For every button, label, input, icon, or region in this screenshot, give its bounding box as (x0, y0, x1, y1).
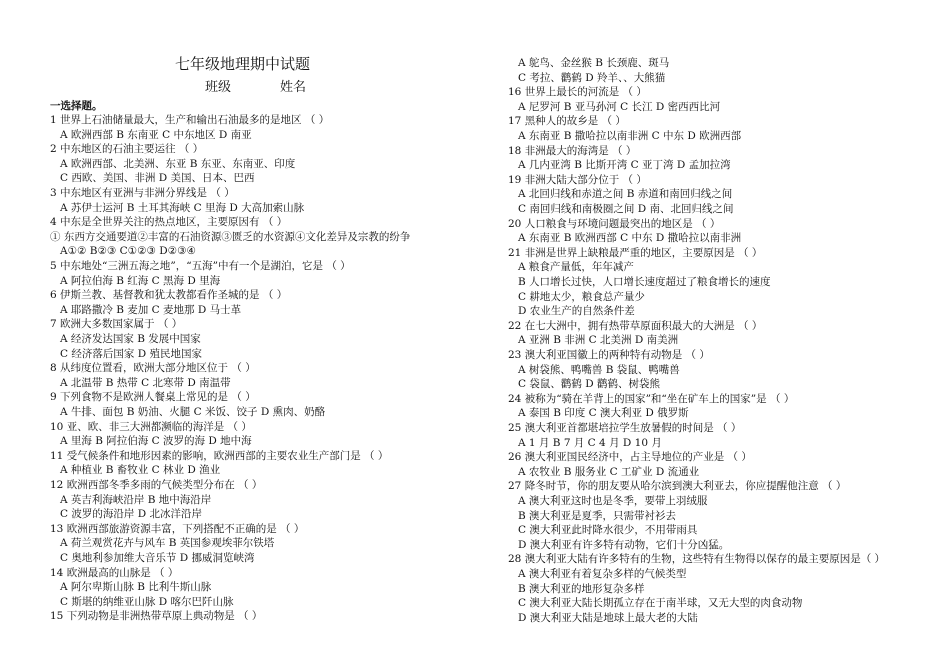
question-stem: 6 伊斯兰教、基督教和犹太教都看作圣城的是 （ ） (50, 289, 288, 302)
question-stem: 5 中东地处“三洲五海之地”，“五海”中有一个是湖泊，它是 （ ） (50, 260, 351, 272)
question-stem: 8 从纬度位置看，欧洲大部分地区位于 （ ） (50, 362, 256, 375)
answer-options: A 耶路撒冷 B 麦加 C 麦地那 D 马士革 (60, 303, 242, 316)
answer-options: C 袋鼠、鹳鹤 D 鹳鹤、树袋熊 (518, 378, 660, 391)
answer-options: A 阿拉伯海 B 红海 C 黑海 D 里海 (60, 274, 221, 287)
answer-options: A 荷兰观赏花卉与风车 B 英国参观埃菲尔铁塔 (60, 537, 275, 550)
answer-options: B 澳大利亚的地形复杂多样 (518, 582, 645, 595)
question-stem: 22 在七大洲中，拥有热带草原面积最大的大洲是 （ ） (508, 319, 763, 332)
answer-options: A 里海 B 阿拉伯海 C 波罗的海 D 地中海 (60, 435, 252, 448)
section-heading: 一选择题。 (50, 100, 103, 112)
class-label: 班级 (205, 80, 232, 95)
answer-options: D 农业生产的自然条件差 (518, 305, 635, 318)
answer-options: A 经济发达国家 B 发展中国家 (60, 333, 201, 345)
answer-options: A 1 月 B 7 月 C 4 月 D 10 月 (518, 436, 662, 449)
answer-options: C 南回归线和南极圈之间 D 南、北回归线之间 (518, 203, 734, 215)
answer-options: A 阿尔卑斯山脉 B 比利牛斯山脉 (60, 581, 212, 594)
question-stem: 10 亚、欧、非三大洲都濒临的海洋是 （ ） (50, 420, 252, 433)
question-stem: 21 非洲是世界上缺粮最严重的地区，主要原因是 （ ） (508, 246, 763, 259)
question-stem: 15 下列动物是非洲热带草原上典动物是 （ ） (50, 610, 263, 623)
answer-options: A 农牧业 B 服务业 C 工矿业 D 流通业 (518, 465, 700, 478)
question-stem: 24 被称为“骑在羊背上的国家”和“坐在矿车上的国家”是 （ ） (508, 392, 795, 405)
answer-options: A①② B②③ C①②③ D②③④ (60, 245, 196, 258)
answer-options: A 澳大利亚有着复杂多样的气候类型 (518, 568, 687, 580)
question-stem: 17 黑种人的故乡是 （ ） (508, 115, 626, 128)
question-stem: 3 中东地区有亚洲与非洲分界线是 （ ） (50, 187, 235, 199)
answer-options: D 澳大利亚大陆是地球上最大老的大陆 (518, 611, 698, 624)
answer-options: A 亚洲 B 非洲 C 北美洲 D 南美洲 (518, 334, 679, 347)
answer-options: C 经济落后国家 D 殖民地国家 (60, 347, 202, 360)
answer-options: C 斯堪的纳维亚山脉 D 喀尔巴阡山脉 (60, 595, 234, 608)
answer-options: A 种植业 B 畜牧业 C 林业 D 渔业 (60, 464, 221, 477)
name-label: 姓名 (280, 80, 307, 95)
question-stem: 16 世界上最长的河流是 （ ） (508, 86, 647, 99)
answer-options: A 鸵鸟、金丝猴 B 长颈鹿、斑马 (518, 57, 670, 69)
answer-options: A 树袋熊、鸭嘴兽 B 袋鼠、鸭嘴兽 (518, 363, 680, 376)
question-stem: 20 人口粮食与环境问题最突出的地区是 （ ） (508, 217, 721, 230)
answer-options: C 西欧、美国、非洲 D 美国、日本、巴西 (60, 172, 255, 185)
question-stem: 28 澳大利亚大陆有许多特有的生物，这些特有生物得以保存的最主要原因是（ ） (508, 553, 886, 566)
answer-options: A 北温带 B 热带 C 北寒带 D 南温带 (60, 376, 231, 389)
answer-options: C 澳大利亚此时降水很少，不用带雨具 (518, 524, 698, 537)
question-stem: 23 澳大利亚国徽上的两种特有动物是 （ ） (508, 349, 710, 361)
answer-options: A 泰国 B 印度 C 澳大利亚 D 俄罗斯 (518, 407, 689, 420)
question-stem: 2 中东地区的石油主要运往 （ ） (50, 143, 204, 156)
question-stem: 18 非洲最大的海湾是 （ ） (508, 144, 637, 157)
answer-options: D 澳大利亚有许多特有动物，它们十分凶猛。 (518, 538, 730, 551)
answer-options: A 东南亚 B 欧洲西部 C 中东 D 撒哈拉以南非洲 (518, 232, 742, 245)
question-stem: 12 欧洲西部冬季多雨的气候类型分布在 （ ） (50, 479, 263, 491)
question-stem: 11 受气候条件和地形因素的影响，欧洲西部的主要农业生产部门是 （ ） (50, 449, 389, 462)
answer-options: A 欧洲西部、北美洲、东亚 B 东亚、东南亚、印度 (60, 157, 296, 170)
answer-options: A 欧洲西部 B 东南亚 C 中东地区 D 南亚 (60, 128, 252, 141)
question-stem: 27 降冬时节，你的朋友要从哈尔滨到澳大利亚去，你应提醒他注意 （ ） (508, 480, 847, 493)
answer-options: A 苏伊士运河 B 土耳其海峡 C 里海 D 大高加索山脉 (60, 201, 305, 214)
answer-options: B 人口增长过快，人口增长速度超过了粮食增长的速度 (518, 276, 771, 288)
question-stem: 25 澳大利亚首都堪培拉学生放暑假的时间是 （ ） (508, 422, 742, 434)
answer-options: A 尼罗河 B 亚马孙河 C 长江 D 密西西比河 (518, 100, 721, 113)
answer-options: C 考拉、鹳鹤 D 羚羊、、大熊猫 (518, 71, 666, 84)
question-stem: 13 欧洲西部旅游资源丰富，下列搭配不正确的是 （ ） (50, 522, 305, 535)
exam-title: 七年级地理期中试题 (175, 55, 311, 73)
answer-options: C 澳大利亚大陆长期孤立存在于南半球，又无大型的肉食动物 (518, 597, 803, 610)
answer-options: C 波罗的海沿岸 D 北冰洋沿岸 (60, 508, 202, 521)
answer-options: C 奥地利参加维大音乐节 D 挪威洞览峡湾 (60, 552, 255, 564)
question-stem: 4 中东是全世界关注的热点地区，主要原因有 （ ） (50, 216, 288, 229)
answer-options: A 英吉利海峡沿岸 B 地中海沿岸 (60, 493, 212, 506)
question-stem: 19 非洲大陆大部分位于 （ ） (508, 173, 647, 186)
answer-options: A 北回归线和赤道之间 B 赤道和南回归线之间 (518, 188, 733, 201)
answer-options: A 牛排、面包 B 奶油、火腿 C 米饭、饺子 D 熏肉、奶酪 (60, 406, 326, 418)
question-stem: 26 澳大利亚国民经济中，占主导地位的产业是 （ ） (508, 451, 752, 464)
answer-options: C 耕地太少，粮食总产量少 (518, 290, 645, 303)
answer-options: B 澳大利亚是夏季，只需带衬衫去 (518, 509, 677, 522)
question-stem: 9 下列食物不是欧洲人餐桌上常见的是 （ ） (50, 391, 256, 404)
answer-options: A 几内亚湾 B 比斯开湾 C 亚丁湾 D 孟加拉湾 (518, 159, 731, 172)
answer-options: A 东南亚 B 撒哈拉以南非洲 C 中东 D 欧洲西部 (518, 130, 742, 142)
answer-options: A 澳大利亚这时也是冬季，要带上羽绒服 (518, 495, 708, 507)
question-stem: 1 世界上石油储量最大，生产和输出石油最多的是地区 （ ） (50, 114, 330, 126)
answer-options: A 粮食产量低，年年减产 (518, 261, 634, 274)
question-stem: 7 欧洲大多数国家属于 （ ） (50, 318, 183, 331)
question-stem: 14 欧洲最高的山脉是 （ ） (50, 566, 179, 579)
question-stem: ① 东西方交通要道②丰富的石油资源③匮乏的水资源④文化差异及宗教的纷争 (50, 230, 411, 243)
